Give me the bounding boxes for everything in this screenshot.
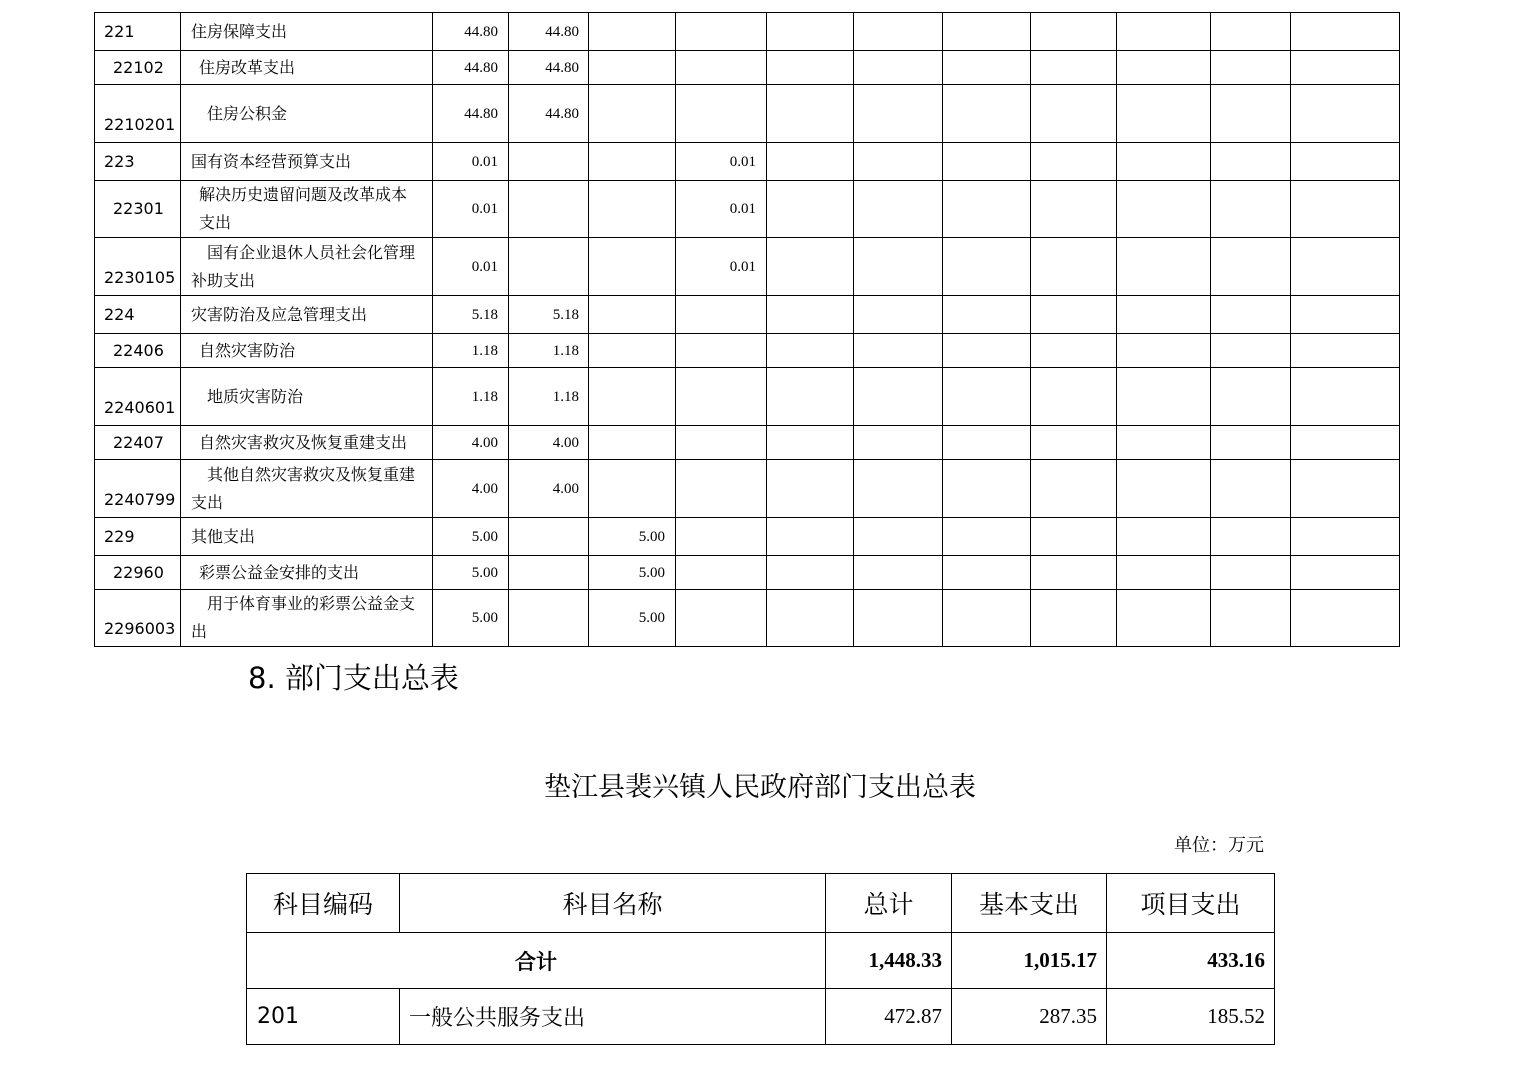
table-row [95,85,1400,143]
row-empty-cell [854,460,943,518]
row-project [589,296,676,334]
row-total: 1.18 [433,368,509,426]
row-code: 201 [247,989,400,1045]
row-project [589,368,676,426]
row-empty-cell [943,143,1031,181]
row-name-line: 地质灾害防治 [207,386,304,406]
row-name: 一般公共服务支出 [400,989,826,1045]
row-other [676,426,767,460]
row-empty-cell [943,426,1031,460]
row-basic [509,518,589,556]
row-empty-cell [1211,85,1291,143]
row-code: 2230105 [95,238,181,296]
row-project: 185.52 [1107,989,1275,1045]
row-code: 221 [95,13,181,51]
row-empty-cell [1117,296,1211,334]
row-empty-cell [943,518,1031,556]
row-name [181,426,433,460]
row-name-line: 补助支出 [191,270,256,290]
unit-label: 单位：万元 [1174,835,1264,856]
row-empty-cell [1031,143,1117,181]
row-name [181,143,433,181]
row-empty-cell [1291,460,1400,518]
row-total: 44.80 [433,51,509,85]
row-code: 22301 [95,181,181,238]
row-empty-cell [767,426,854,460]
row-empty-cell [1117,51,1211,85]
row-empty-cell [1291,13,1400,51]
row-basic: 44.80 [509,85,589,143]
row-empty-cell [1211,556,1291,590]
header-row [247,874,1275,933]
table-row [95,143,1400,181]
row-empty-cell [767,368,854,426]
row-empty-cell [1031,296,1117,334]
row-empty-cell [1211,518,1291,556]
table-row [95,181,1400,238]
row-total: 44.80 [433,85,509,143]
row-name-line: 灾害防治及应急管理支出 [191,304,368,324]
header-project: 项目支出 [1107,874,1275,933]
row-empty-cell [1031,368,1117,426]
row-empty-cell [943,590,1031,647]
row-total: 5.18 [433,296,509,334]
row-other: 0.01 [676,143,767,181]
row-code: 2296003 [95,590,181,647]
row-empty-cell [1211,590,1291,647]
row-empty-cell [943,334,1031,368]
row-code: 22102 [95,51,181,85]
header-total: 总计 [826,874,952,933]
table-row [95,51,1400,85]
row-empty-cell [1291,368,1400,426]
row-empty-cell [943,85,1031,143]
row-empty-cell [767,238,854,296]
row-total: 0.01 [433,238,509,296]
row-other [676,51,767,85]
row-empty-cell [1031,556,1117,590]
row-empty-cell [1291,181,1400,238]
row-empty-cell [1031,334,1117,368]
row-project [589,143,676,181]
row-empty-cell [1117,85,1211,143]
row-empty-cell [1211,368,1291,426]
row-project [589,13,676,51]
total-sum: 1,448.33 [826,933,952,989]
row-name [181,296,433,334]
row-empty-cell [854,426,943,460]
row-name-line: 住房公积金 [207,103,288,123]
row-basic [509,143,589,181]
row-code: 223 [95,143,181,181]
row-empty-cell [1031,51,1117,85]
row-empty-cell [767,590,854,647]
row-other [676,334,767,368]
row-name [181,590,433,647]
row-project [589,460,676,518]
row-name-line: 国有资本经营预算支出 [191,151,352,171]
table-row [95,368,1400,426]
document-title: 垫江县裴兴镇人民政府部门支出总表 [544,772,976,803]
row-empty-cell [1211,296,1291,334]
row-empty-cell [854,51,943,85]
row-empty-cell [767,143,854,181]
row-name [181,51,433,85]
table-row [95,334,1400,368]
department-expenditure-summary-table [246,873,1275,1045]
row-code: 224 [95,296,181,334]
row-other [676,518,767,556]
section-number: 8. [248,661,276,695]
table-row [95,590,1400,647]
row-empty-cell [854,518,943,556]
table-row [247,989,1275,1045]
row-name-line: 住房保障支出 [191,21,288,41]
row-total: 5.00 [433,518,509,556]
row-code: 2240799 [95,460,181,518]
row-name-line: 解决历史遗留问题及改革成本 [199,185,408,204]
row-other: 0.01 [676,181,767,238]
row-basic [509,556,589,590]
row-basic: 44.80 [509,13,589,51]
row-empty-cell [1117,590,1211,647]
row-code: 22407 [95,426,181,460]
row-empty-cell [1031,518,1117,556]
row-empty-cell [943,13,1031,51]
row-empty-cell [1117,13,1211,51]
row-name [181,460,433,518]
row-empty-cell [1031,238,1117,296]
row-empty-cell [1031,13,1117,51]
row-empty-cell [943,181,1031,238]
row-empty-cell [1117,426,1211,460]
row-name-line: 彩票公益金安排的支出 [199,562,360,582]
row-project: 5.00 [589,518,676,556]
row-basic: 1.18 [509,334,589,368]
row-empty-cell [1291,143,1400,181]
row-name [181,556,433,590]
row-basic [509,238,589,296]
row-empty-cell [767,518,854,556]
row-basic [509,181,589,238]
row-basic: 5.18 [509,296,589,334]
row-empty-cell [854,296,943,334]
row-empty-cell [1117,368,1211,426]
row-total: 472.87 [826,989,952,1045]
row-total: 1.18 [433,334,509,368]
row-project: 5.00 [589,556,676,590]
row-project [589,426,676,460]
row-empty-cell [854,368,943,426]
row-total: 44.80 [433,13,509,51]
row-other: 0.01 [676,238,767,296]
row-name-line: 出 [191,622,208,641]
header-name: 科目名称 [400,874,826,933]
row-name-line: 住房改革支出 [199,57,296,77]
row-empty-cell [1031,590,1117,647]
total-label: 合计 [247,933,826,989]
row-empty-cell [1291,518,1400,556]
row-other [676,13,767,51]
total-row [247,933,1275,989]
row-empty-cell [1117,238,1211,296]
header-code: 科目编码 [247,874,400,933]
row-name-line: 支出 [199,213,232,232]
row-empty-cell [854,556,943,590]
row-empty-cell [943,296,1031,334]
row-empty-cell [767,13,854,51]
row-name-line: 其他支出 [191,526,256,546]
row-empty-cell [1117,143,1211,181]
row-empty-cell [1211,460,1291,518]
row-other [676,368,767,426]
header-basic: 基本支出 [952,874,1107,933]
row-empty-cell [854,13,943,51]
row-empty-cell [854,334,943,368]
row-name [181,334,433,368]
row-name [181,238,433,296]
row-empty-cell [854,590,943,647]
row-name [181,13,433,51]
row-empty-cell [1211,51,1291,85]
row-empty-cell [767,85,854,143]
row-empty-cell [767,181,854,238]
row-empty-cell [767,296,854,334]
row-name-line: 支出 [191,492,224,512]
table-row [95,296,1400,334]
row-empty-cell [1211,143,1291,181]
row-empty-cell [1211,426,1291,460]
table-row [95,556,1400,590]
row-empty-cell [1031,181,1117,238]
row-empty-cell [943,51,1031,85]
row-empty-cell [1211,13,1291,51]
row-name-line: 自然灾害防治 [199,340,296,360]
row-other [676,85,767,143]
row-name [181,518,433,556]
row-empty-cell [767,334,854,368]
section-heading [248,656,459,700]
row-total: 5.00 [433,556,509,590]
row-total: 4.00 [433,460,509,518]
row-name [181,181,433,238]
row-empty-cell [854,85,943,143]
row-name [181,368,433,426]
total-basic: 1,015.17 [952,933,1107,989]
row-empty-cell [1291,334,1400,368]
row-project [589,334,676,368]
row-code: 229 [95,518,181,556]
row-basic: 287.35 [952,989,1107,1045]
row-empty-cell [1117,181,1211,238]
row-empty-cell [854,181,943,238]
table-row [95,460,1400,518]
row-empty-cell [767,51,854,85]
row-basic: 44.80 [509,51,589,85]
row-empty-cell [943,460,1031,518]
row-empty-cell [1291,590,1400,647]
row-empty-cell [1291,296,1400,334]
row-empty-cell [1117,556,1211,590]
row-empty-cell [1291,238,1400,296]
row-empty-cell [1031,85,1117,143]
row-empty-cell [854,238,943,296]
row-total: 0.01 [433,143,509,181]
row-code: 2210201 [95,85,181,143]
total-project: 433.16 [1107,933,1275,989]
row-empty-cell [1031,460,1117,518]
continued-expenditure-table [94,12,1400,647]
row-empty-cell [1031,426,1117,460]
row-empty-cell [1211,238,1291,296]
row-total: 5.00 [433,590,509,647]
row-other [676,590,767,647]
row-empty-cell [1117,334,1211,368]
table-row [95,13,1400,51]
row-empty-cell [943,238,1031,296]
table-row [95,518,1400,556]
row-empty-cell [854,143,943,181]
row-project [589,85,676,143]
row-empty-cell [1291,85,1400,143]
row-other [676,460,767,518]
row-basic: 4.00 [509,426,589,460]
row-code: 22960 [95,556,181,590]
row-basic: 4.00 [509,460,589,518]
row-empty-cell [1291,426,1400,460]
row-code: 22406 [95,334,181,368]
row-name-line: 国有企业退休人员社会化管理 [207,242,416,262]
row-name-line: 用于体育事业的彩票公益金支 [207,594,416,613]
row-name-line: 自然灾害救灾及恢复重建支出 [199,432,408,452]
row-empty-cell [1117,460,1211,518]
row-empty-cell [1117,518,1211,556]
row-basic: 1.18 [509,368,589,426]
row-other [676,556,767,590]
row-empty-cell [1291,556,1400,590]
row-project [589,238,676,296]
row-empty-cell [943,556,1031,590]
row-basic [509,590,589,647]
row-empty-cell [1211,334,1291,368]
row-project [589,181,676,238]
row-empty-cell [943,368,1031,426]
table-row [95,426,1400,460]
row-empty-cell [767,556,854,590]
row-total: 0.01 [433,181,509,238]
table-row [95,238,1400,296]
row-name [181,85,433,143]
row-empty-cell [767,460,854,518]
row-empty-cell [1291,51,1400,85]
row-total: 4.00 [433,426,509,460]
row-project [589,51,676,85]
row-code: 2240601 [95,368,181,426]
section-title: 部门支出总表 [284,661,459,695]
row-name-line: 其他自然灾害救灾及恢复重建 [207,464,416,484]
row-other [676,296,767,334]
row-project: 5.00 [589,590,676,647]
row-empty-cell [1211,181,1291,238]
